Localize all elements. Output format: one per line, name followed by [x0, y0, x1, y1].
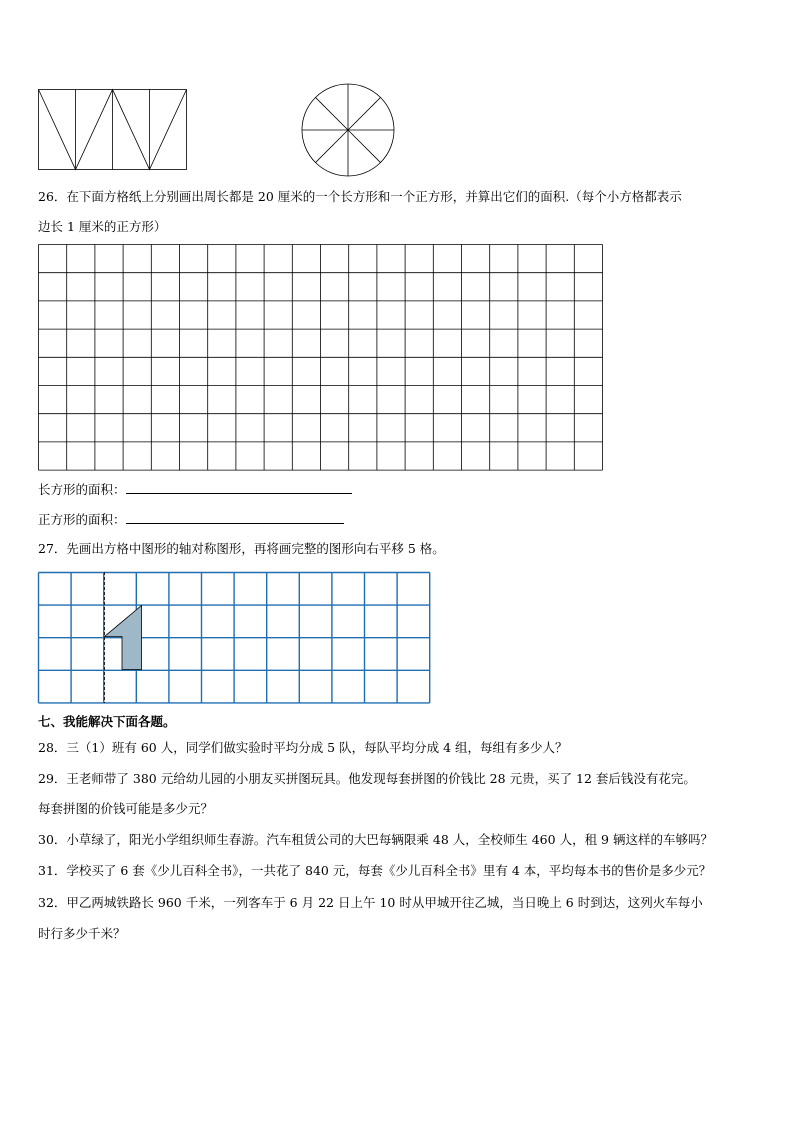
q26-text-line1: 26．在下面方格纸上分别画出周长都是 20 厘米的一个长方形和一个正方形，并算出它们的面积.（每个小方格都表示: [38, 189, 682, 204]
q27-text: 27．先画出方格中图形的轴对称图形，再将画完整的图形向右平移 5 格。: [38, 541, 445, 556]
rect-area-label: 长方形的面积：: [38, 482, 126, 497]
square-area-label: 正方形的面积：: [38, 512, 126, 527]
sector-line: [348, 97, 381, 130]
rectangle-fraction-figure: [38, 89, 188, 171]
rect-area-answer-blank[interactable]: [126, 481, 352, 494]
q28-text: 28．三（1）班有 60 人，同学们做实验时平均分成 5 队，每队平均分成 4 组，每组有多少人？: [38, 740, 568, 755]
q32-text-line1: 32．甲乙两城铁路长 960 千米，一列客车于 6 月 22 日上午 10 时从甲城开往乙城，当日晚上 6 时到达，这列火车每小: [38, 895, 703, 910]
q30-text: 30．小草绿了，阳光小学组织师生春游。汽车租赁公司的大巴每辆限乘 48 人，全校师生 460 人，租 9 辆这样的车够吗？: [38, 832, 713, 847]
q29-text-line1: 29．王老师带了 380 元给幼儿园的小朋友买拼图玩具。他发现每套拼图的价钱比 28 元贵，买了 12 套后钱没有花完。: [38, 771, 696, 786]
circle-fraction-figure: [301, 83, 395, 177]
square-area-answer-blank[interactable]: [126, 511, 344, 524]
rect-area-line: [38, 481, 352, 498]
q32-text-line2: 时行多少千米？: [38, 926, 126, 941]
sector-line: [348, 130, 381, 163]
q26-text-line2: 边长 1 厘米的正方形）: [38, 219, 167, 234]
sector-line: [315, 97, 348, 130]
square-area-line: [38, 511, 344, 528]
section7-heading: 七、我能解决下面各题。: [38, 714, 176, 729]
q31-text: 31．学校买了 6 套《少儿百科全书》，一共花了 840 元，每套《少儿百科全书》里有 4 本，平均每本书的售价是多少元？: [38, 863, 712, 878]
q26-square-grid[interactable]: [38, 244, 608, 469]
q27-square-grid[interactable]: [38, 572, 432, 704]
sector-line: [315, 130, 348, 163]
q29-text-line2: 每套拼图的价钱可能是多少元？: [38, 801, 214, 816]
